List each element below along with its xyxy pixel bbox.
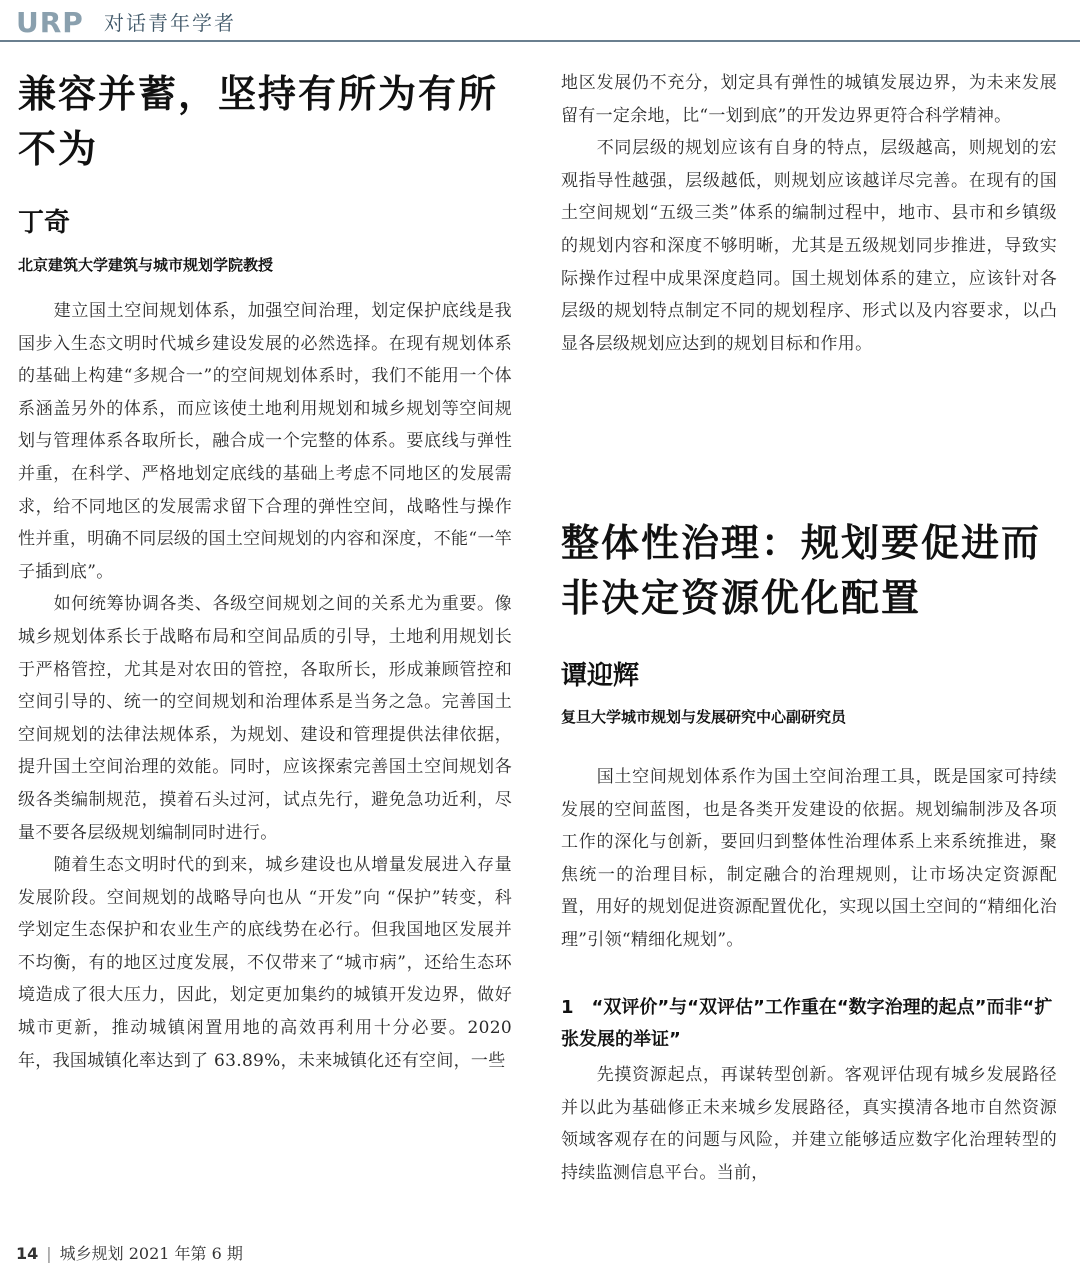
page-header [0, 0, 1080, 42]
paragraph: 建立国土空间规划体系，加强空间治理，划定保护底线是我国步入生态文明时代城乡建设发展的必然选择。在现有规划体系的基础上构建“多规合一”的空间规划体系时，我们不能用一个体系涵盖另外的体系，而应该使土地利用规划和城乡规划等空间规划与管理体系各取所长，融合成一个完整的体系。要底线与弹性并重，在科学、严格地划定底线的基础上考虑不同地区的发展需求，给不同地区的发展需求留下合理的弹性空间，战略性与操作性并重，明确不同层级的国土空间规划的内容和深度，不能“一竿子插到底”。 [18, 301, 512, 582]
article1-body-left [18, 295, 512, 1077]
journal-logo: URP [16, 6, 84, 39]
page-footer [16, 1243, 243, 1265]
paragraph-continued: 地区发展仍不充分，划定具有弹性的城镇发展边界，为未来发展留有一定余地，比“一划到底”的开发边界更符合科学精神。 [561, 73, 1057, 126]
article1-body-right [561, 67, 1057, 360]
article2-title: 整体性治理：规划要促进而非决定资源优化配置 [561, 521, 1042, 620]
paragraph: 先摸资源起点，再谋转型创新。客观评估现有城乡发展路径并以此为基础修正未来城乡发展路径，真实摸清各地市自然资源领域客观存在的问题与风险，并建立能够适应数字化治理转型的持续监测信息平台。当前， [561, 1065, 1057, 1183]
article1-author: 丁奇 [18, 208, 71, 238]
article2-affiliation: 复旦大学城市规划与发展研究中心副研究员 [561, 708, 847, 726]
section-label: 对话青年学者 [104, 11, 236, 35]
article2-author: 谭迎辉 [561, 661, 640, 691]
article2-subheading: 1 “双评价”与“双评估”工作重在“数字治理的起点”而非“扩张发展的举证” [561, 997, 1053, 1050]
paragraph: 如何统筹协调各类、各级空间规划之间的关系尤为重要。像城乡规划体系长于战略布局和空间品质的引导，土地利用规划长于严格管控，尤其是对农田的管控，各取所长，形成兼顾管控和空间引导的、统一的空间规划和治理体系是当务之急。完善国土空间规划的法律法规体系，为规划、建设和管理提供法律依据，提升国土空间治理的效能。同时，应该探索完善国土空间规划各级各类编制规范，摸着石头过河，试点先行，避免急功近利，尽量不要各层级规划编制同时进行。 [18, 594, 512, 843]
article1-title: 兼容并蓄，坚持有所为有所不为 [18, 72, 499, 171]
paragraph: 国土空间规划体系作为国土空间治理工具，既是国家可持续发展的空间蓝图，也是各类开发建设的依据。规划编制涉及各项工作的深化与创新，要回归到整体性治理体系上来系统推进，聚焦统一的治理目标，制定融合的治理规则，让市场决定资源配置，用好的规划促进资源配置优化，实现以国土空间的“精细化治理”引领“精细化规划”。 [561, 767, 1057, 950]
footer-divider: | [46, 1244, 52, 1263]
paragraph: 随着生态文明时代的到来，城乡建设也从增量发展进入存量发展阶段。空间规划的战略导向也从 “开发”向 “保护”转变，科学划定生态保护和农业生产的底线势在必行。但我国地区发展并不均衡，有的地区过度发展，不仅带来了“城市病”，还给生态环境造成了很大压力，因此，划定更加集约的城镇开发边界，做好城市更新，推动城镇闲置用地的高效再利用十分必要。2020 年，我国城镇化率达到了 63.89%，未来城镇化还有空间，一些 [18, 855, 512, 1071]
page-number: 14 [16, 1244, 39, 1263]
article2-body [561, 1059, 1057, 1189]
paragraph: 不同层级的规划应该有自身的特点，层级越高，则规划的宏观指导性越强，层级越低，则规划应该越详尽完善。在现有的国土空间规划“五级三类”体系的编制过程中，地市、县市和乡镇级的规划内容和深度不够明晰，尤其是五级规划同步推进，导致实际操作过程中成果深度趋同。国土规划体系的建立，应该针对各层级的规划特点制定不同的规划程序、形式以及内容要求，以凸显各层级规划应达到的规划目标和作用。 [561, 138, 1057, 354]
journal-issue: 城乡规划 2021 年第 6 期 [59, 1244, 243, 1263]
article1-affiliation: 北京建筑大学建筑与城市规划学院教授 [18, 256, 274, 274]
article2-intro [561, 761, 1057, 957]
